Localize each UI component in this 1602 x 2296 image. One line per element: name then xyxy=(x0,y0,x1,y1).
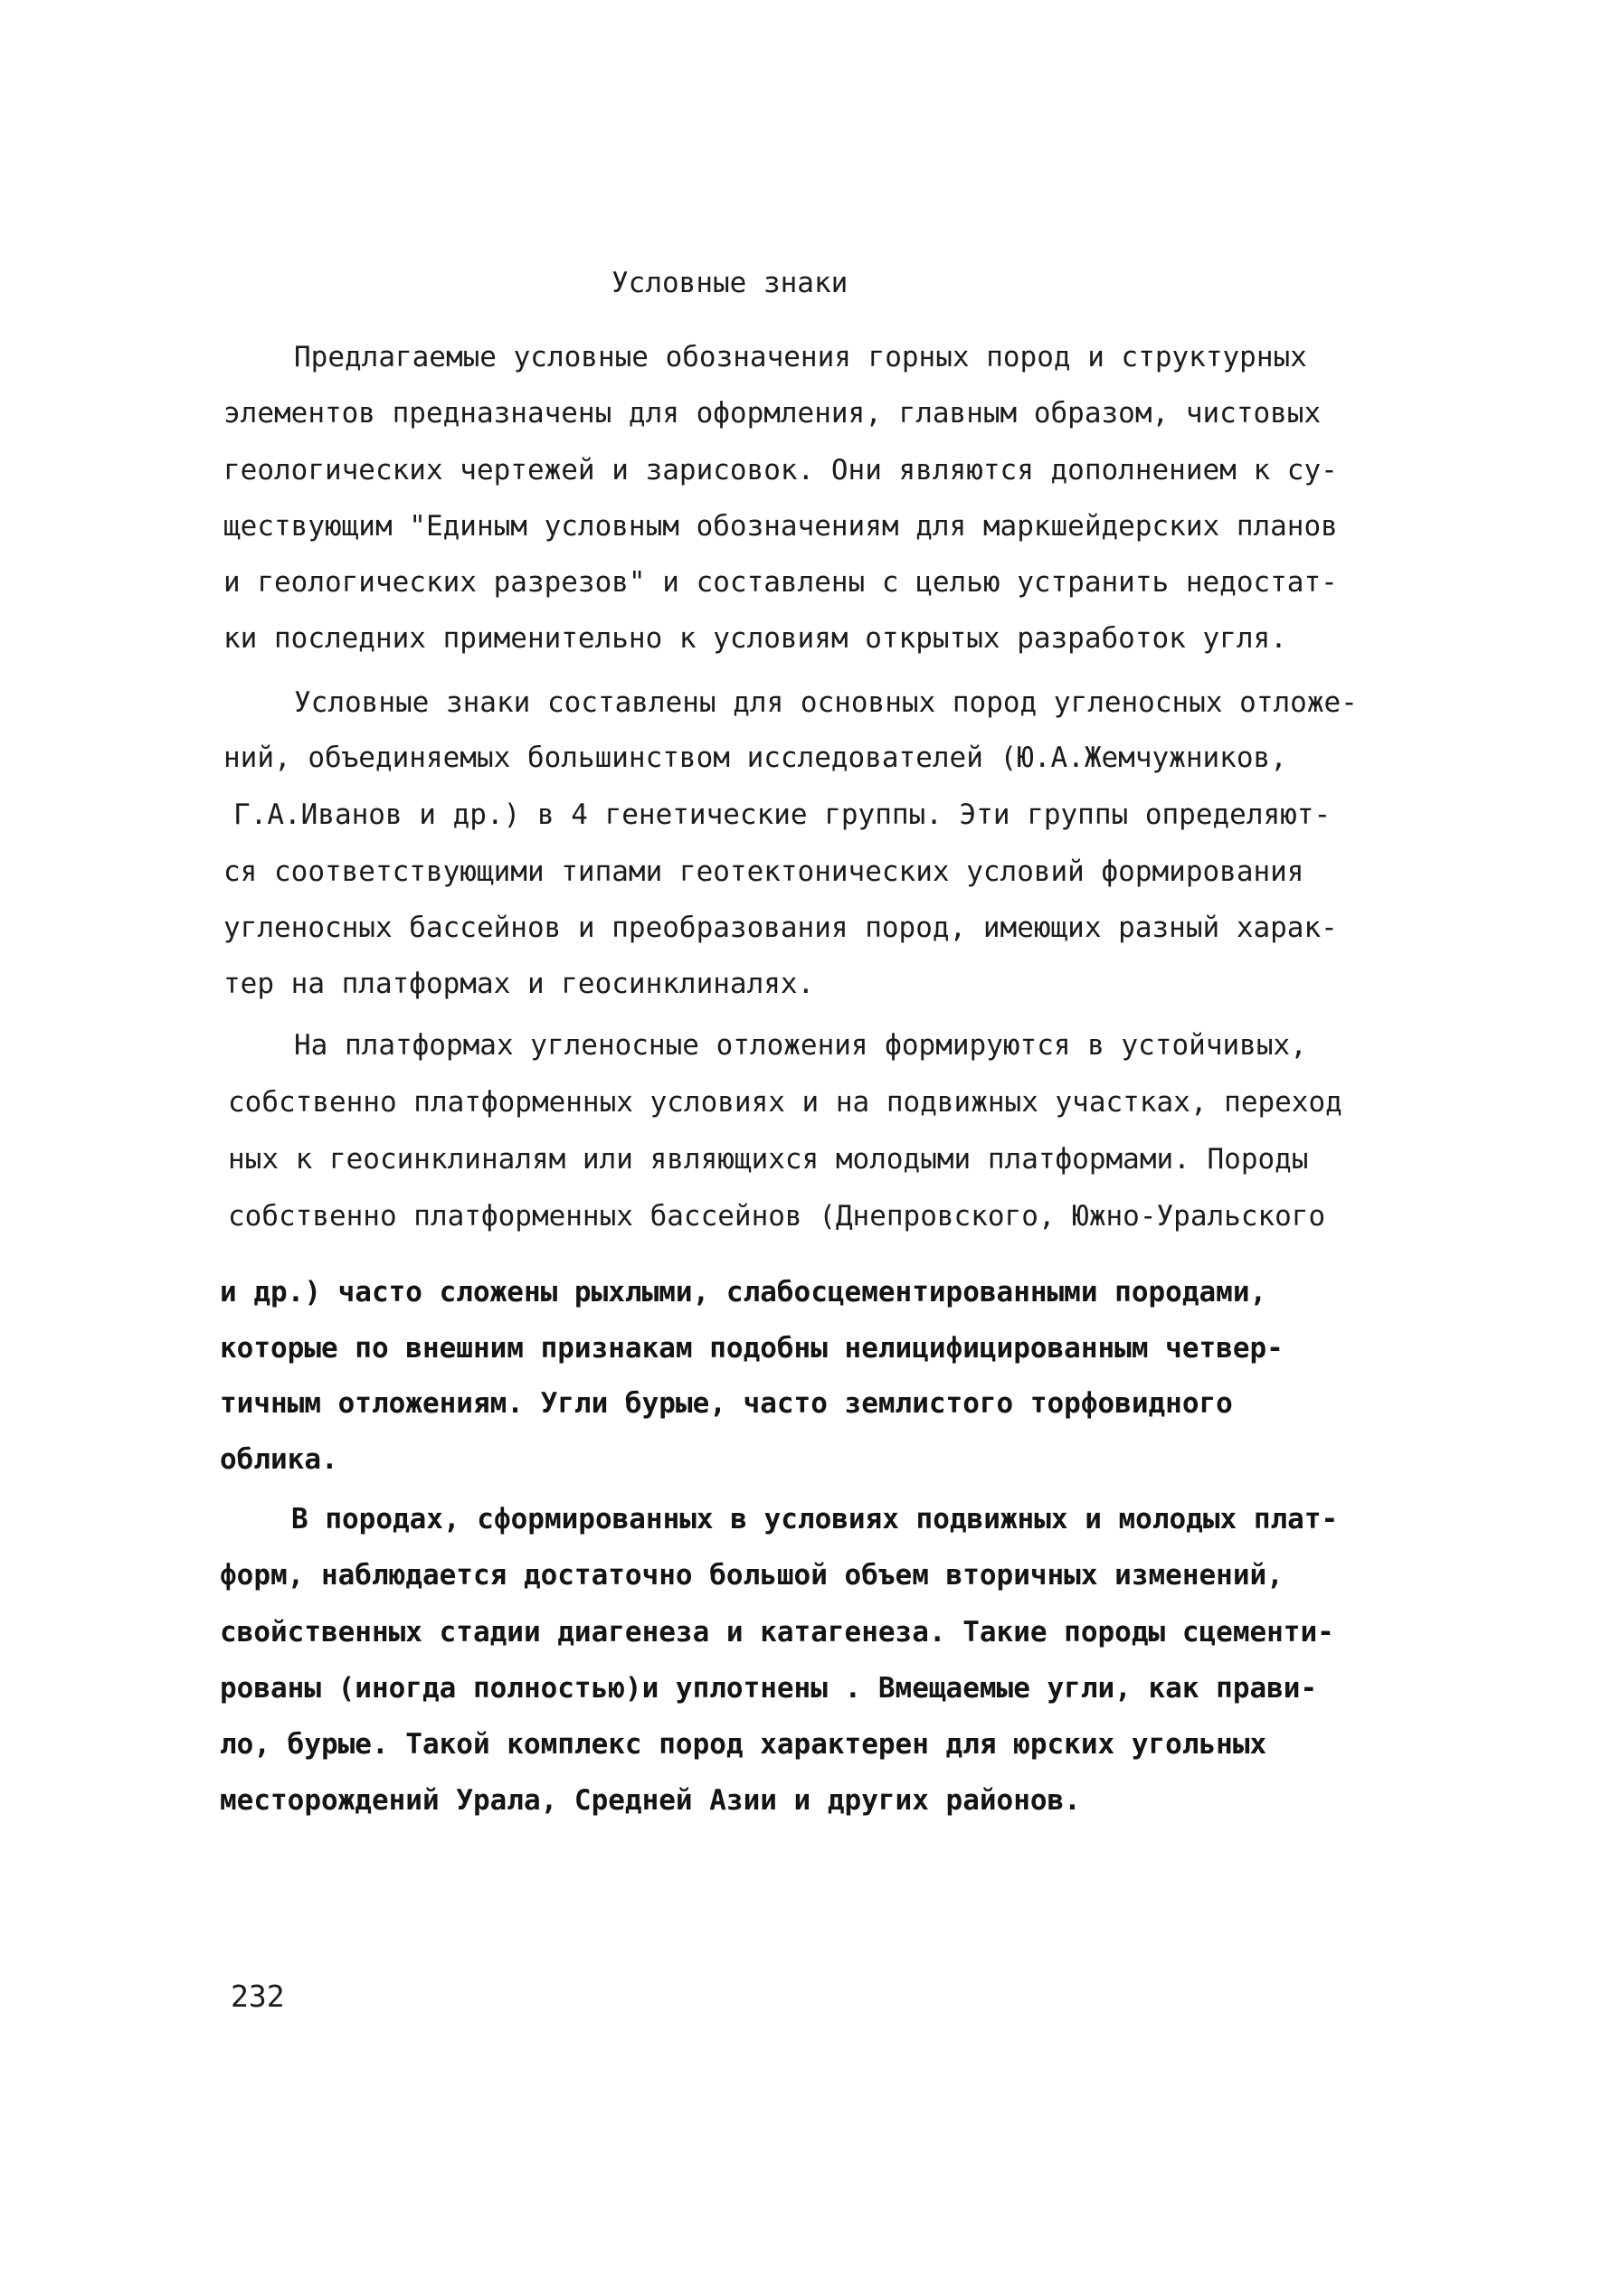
paragraph-3-line-4: собственно платформенных бассейнов (Днепровского, Южно-Уральского xyxy=(228,1200,1326,1233)
paragraph-4-line-2: форм, наблюдается достаточно большой объем вторичных изменений, xyxy=(220,1559,1284,1592)
paragraph-2-line-6: тер на платформах и геосинклиналях. xyxy=(223,968,815,1000)
paragraph-2-line-2: ний, объединяемых большинством исследователей (Ю.А.Жемчужников, xyxy=(223,742,1287,774)
paragraph-3-line-3: ных к геосинклиналям или являющихся молодыми платформами. Породы xyxy=(228,1143,1309,1176)
paragraph-4-line-3: свойственных стадии диагенеза и катагенеза. Такие породы сцементи- xyxy=(220,1616,1334,1649)
paragraph-2-line-4: ся соответствующими типами геотектонических условий формирования xyxy=(223,855,1304,888)
paragraph-4-line-4: рованы (иногда полностью)и уплотнены . Вмещаемые угли, как прави- xyxy=(220,1672,1318,1705)
paragraph-1-line-1: Предлагаемые условные обозначения горных пород и структурных xyxy=(294,341,1307,373)
paragraph-4-line-1: В породах, сформированных в условиях подвижных и молодых плат- xyxy=(291,1503,1339,1535)
paragraph-1-line-3: геологических чертежей и зарисовок. Они являются дополнением к су- xyxy=(223,454,1338,487)
paragraph-3-line-8: облика. xyxy=(220,1443,338,1476)
paragraph-3-line-1: На платформах угленосные отложения формируются в устойчивых, xyxy=(294,1029,1307,1062)
page-number: 232 xyxy=(231,1979,285,2014)
paragraph-4-line-6: месторождений Урала, Средней Азии и других районов. xyxy=(220,1784,1081,1817)
paragraph-4-line-5: ло, бурые. Такой комплекс пород характерен для юрских угольных xyxy=(220,1728,1267,1761)
paragraph-1-line-6: ки последних применительно к условиям открытых разработок угля. xyxy=(223,622,1287,655)
paragraph-2-line-3: Г.А.Иванов и др.) в 4 генетические группы. Эти группы определяют- xyxy=(233,798,1332,831)
paragraph-1-line-5: и геологических разрезов" и составлены с целью устранить недостат- xyxy=(223,566,1338,599)
paragraph-3-line-6: которые по внешним признакам подобны нелицифицированным четвер- xyxy=(220,1332,1284,1365)
paragraph-1-line-4: ществующим "Единым условным обозначениям для маркшейдерских планов xyxy=(223,510,1338,543)
paragraph-3-line-7: тичным отложениям. Угли бурые, часто землистого торфовидного xyxy=(220,1387,1233,1420)
document-title: Условные знаки xyxy=(611,267,848,299)
paragraph-2-line-5: угленосных бассейнов и преобразования пород, имеющих разный харак- xyxy=(223,912,1338,944)
paragraph-3-line-5: и др.) часто сложены рыхлыми, слабосцементированными породами, xyxy=(220,1276,1267,1309)
paragraph-3-line-2: собственно платформенных условиях и на подвижных участках, переход xyxy=(228,1086,1342,1119)
paragraph-2-line-1: Условные знаки составлены для основных пород угленосных отложе- xyxy=(294,686,1358,719)
paragraph-1-line-2: элементов предназначены для оформления, главным образом, чистовых xyxy=(223,397,1322,430)
